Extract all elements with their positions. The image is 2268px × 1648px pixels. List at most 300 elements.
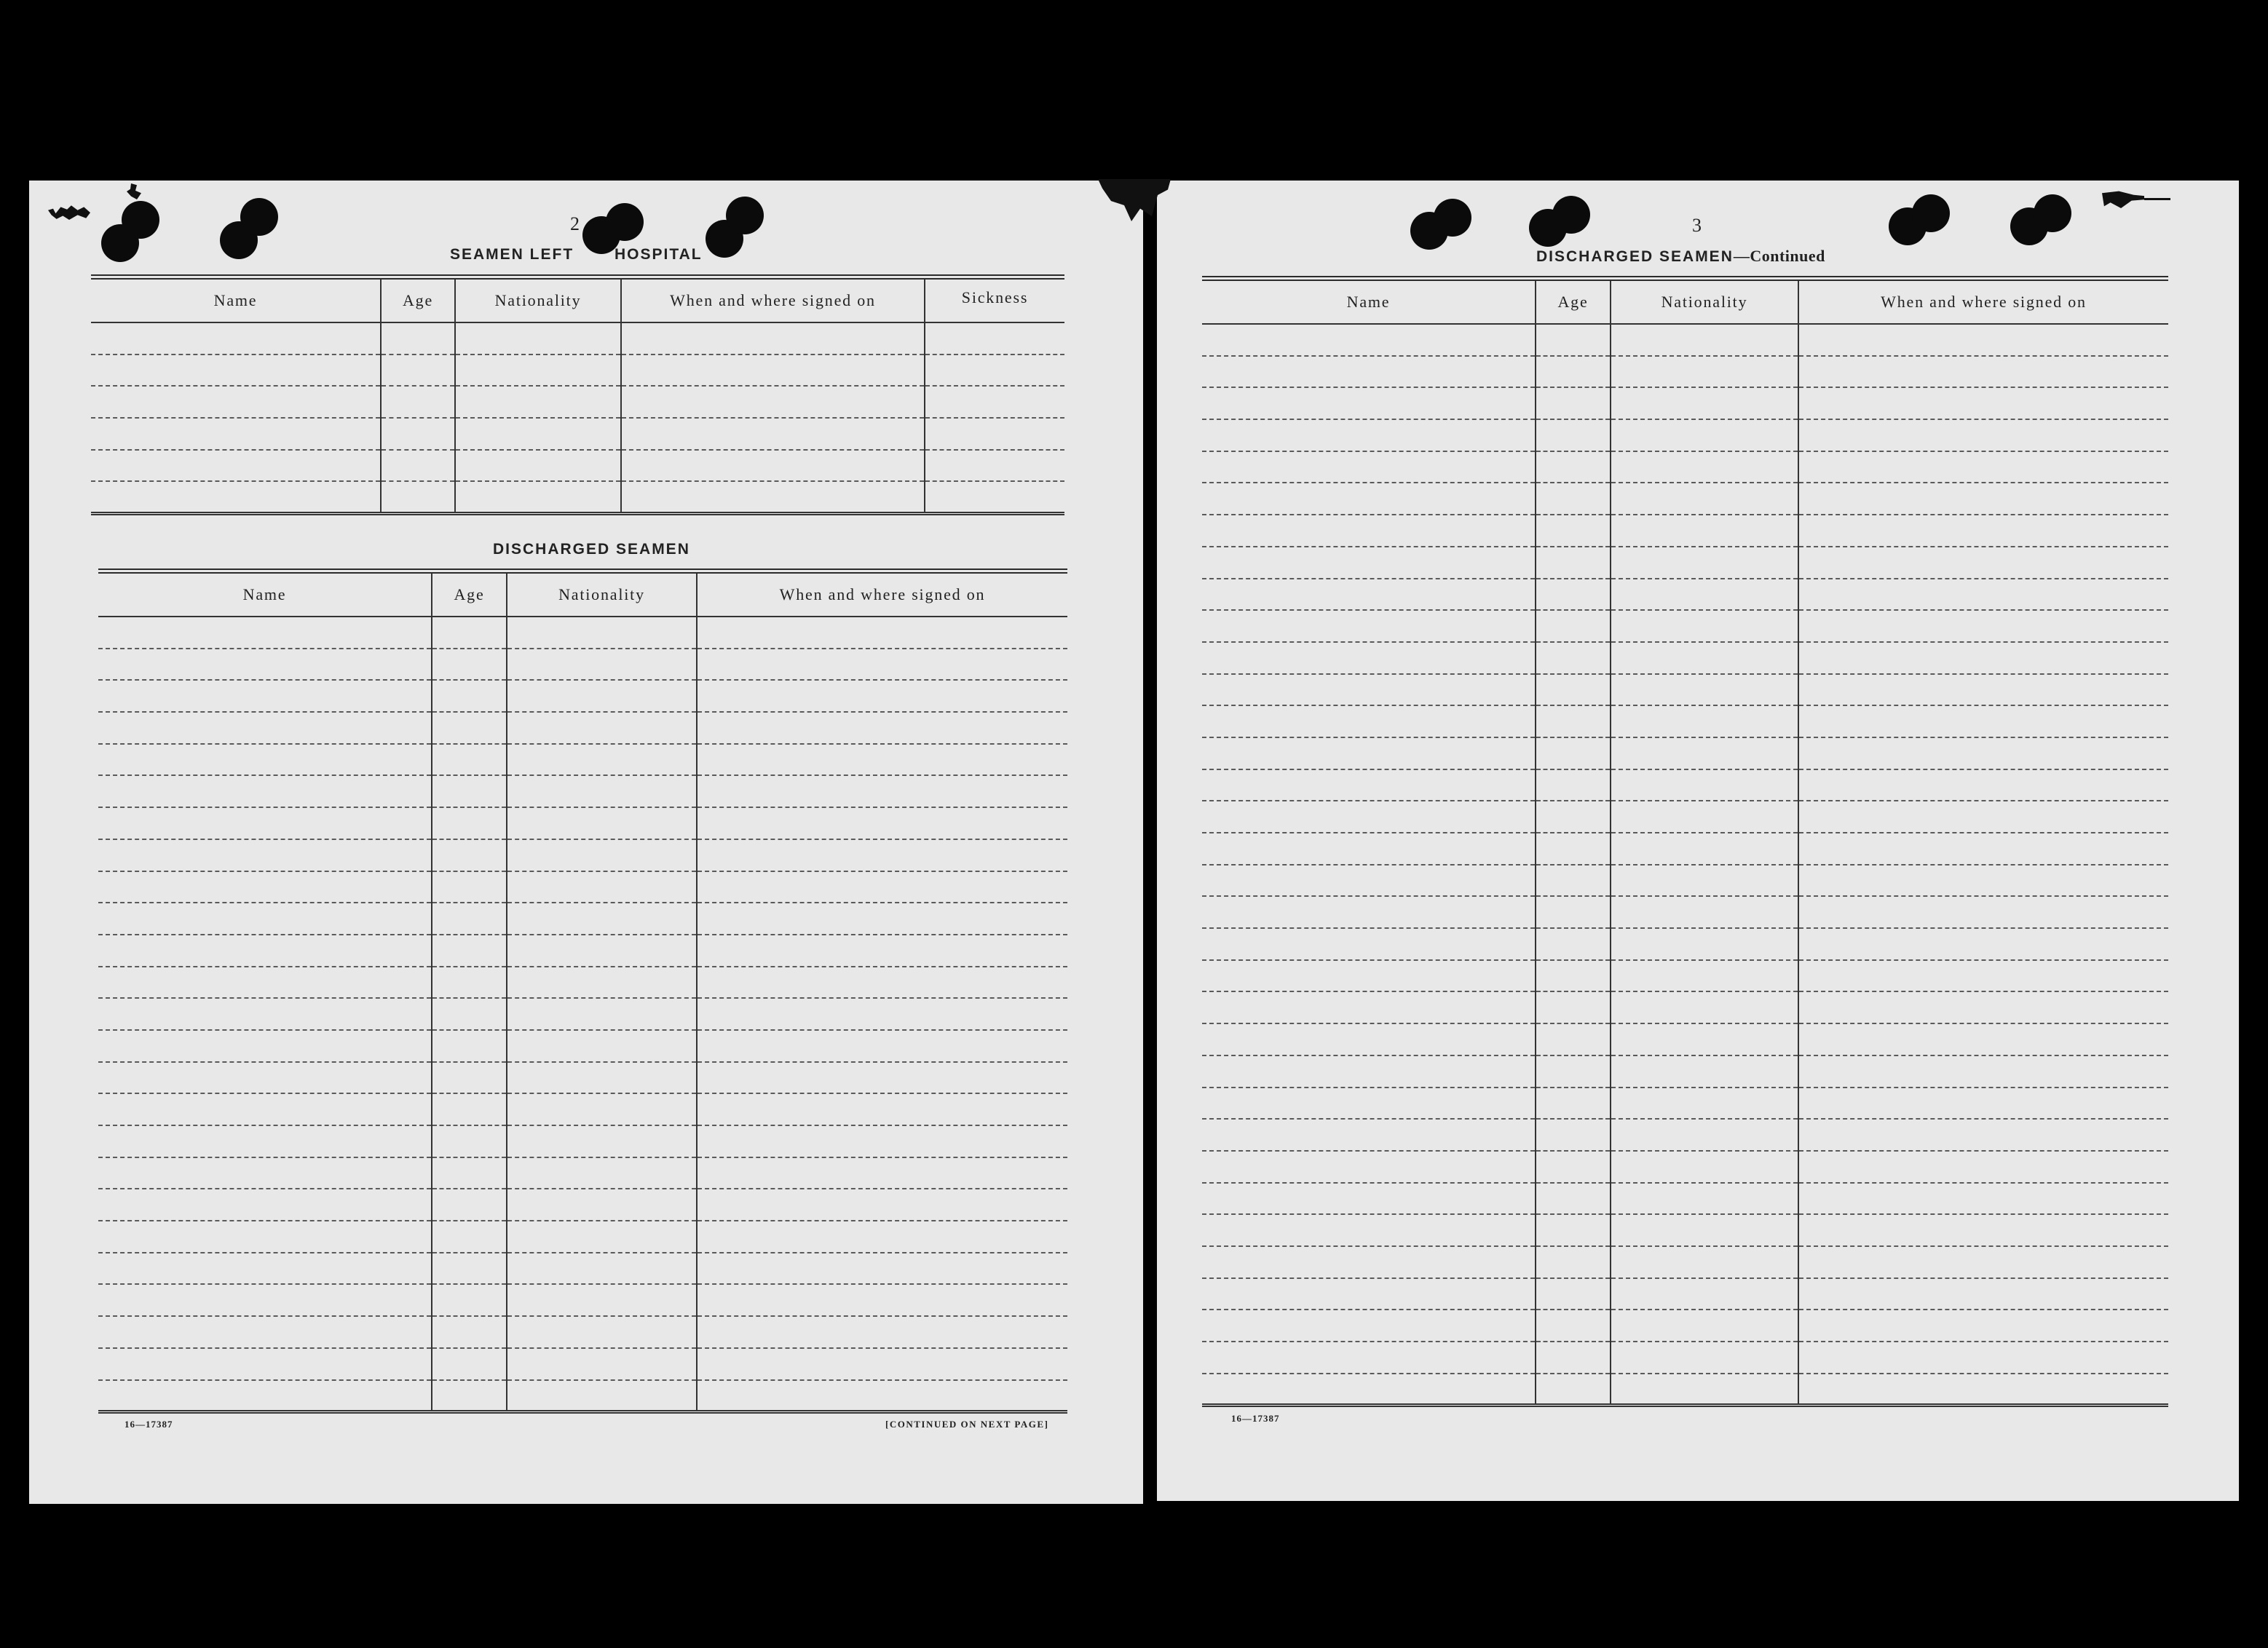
blank-entry-cell (1798, 1055, 2168, 1088)
blank-entry-cell (1536, 356, 1611, 388)
blank-entry-cell (1611, 1119, 1798, 1151)
blank-entry-cell (432, 617, 507, 649)
blank-entry-cell (1202, 960, 1536, 992)
blank-entry-cell (697, 1284, 1067, 1316)
blank-entry-cell (432, 1093, 507, 1125)
column-header-signed-on: When and where signed on (1798, 279, 2168, 325)
blank-entry-cell (98, 1062, 432, 1094)
blank-entry-cell (1202, 928, 1536, 960)
blank-entry-cell (98, 1284, 432, 1316)
blank-entry-cell (432, 1062, 507, 1094)
blank-entry-cell (1536, 737, 1611, 769)
form-number: 16—17387 (125, 1419, 173, 1430)
blank-entry-cell (1798, 705, 2168, 737)
blank-entry-cell (697, 807, 1067, 839)
table-body (91, 322, 1064, 513)
blank-entry-cell (432, 1221, 507, 1253)
blank-entry-cell (1798, 419, 2168, 451)
blank-entry-cell (507, 1284, 697, 1316)
blank-entry-cell (1798, 324, 2168, 356)
blank-entry-cell (98, 1380, 432, 1412)
blank-entry-cell (432, 744, 507, 776)
blank-entry-cell (1202, 1088, 1536, 1120)
blank-entry-cell (1798, 801, 2168, 833)
blank-entry-cell (432, 935, 507, 967)
blank-entry-cell (1611, 610, 1798, 642)
blank-entry-cell (507, 903, 697, 935)
blank-entry-cell (432, 1030, 507, 1062)
blank-entry-cell (98, 967, 432, 999)
blank-entry-cell (455, 354, 621, 387)
blank-entry-cell (507, 1030, 697, 1062)
table-row (98, 839, 1067, 871)
blank-entry-cell (1611, 865, 1798, 897)
blank-entry-cell (98, 935, 432, 967)
blank-entry-cell (1611, 833, 1798, 865)
blank-entry-cell (432, 871, 507, 903)
blank-entry-cell (1798, 579, 2168, 611)
blank-entry-cell (507, 1125, 697, 1157)
blank-entry-cell (1611, 1151, 1798, 1183)
blank-entry-cell (507, 1348, 697, 1380)
blank-entry-cell (432, 1348, 507, 1380)
blank-entry-cell (1202, 674, 1536, 706)
blank-entry-cell (1202, 1214, 1536, 1246)
column-header-sickness: Sickness (925, 277, 1064, 323)
blank-entry-cell (1611, 547, 1798, 579)
blank-entry-cell (1798, 928, 2168, 960)
blank-entry-cell (98, 712, 432, 744)
table-row (1202, 387, 2168, 419)
blank-entry-cell (432, 807, 507, 839)
blank-entry-cell (1536, 579, 1611, 611)
blank-entry-cell (455, 322, 621, 354)
table-row (1202, 991, 2168, 1023)
blank-entry-cell (1798, 1023, 2168, 1055)
blank-entry-cell (1202, 1151, 1536, 1183)
blank-entry-cell (1611, 1278, 1798, 1310)
blank-entry-cell (1798, 387, 2168, 419)
blank-entry-cell (381, 386, 455, 418)
blank-entry-cell (1536, 419, 1611, 451)
blank-entry-cell (98, 1221, 432, 1253)
blank-entry-cell (1798, 896, 2168, 928)
blank-entry-cell (507, 1380, 697, 1412)
table-row (1202, 960, 2168, 992)
table-row (98, 1093, 1067, 1125)
discharged-section-title: DISCHARGED SEAMEN (493, 541, 690, 558)
table-row (98, 744, 1067, 776)
punch-hole-lobe (1552, 196, 1590, 234)
blank-entry-cell (455, 418, 621, 450)
table-row (1202, 419, 2168, 451)
blank-entry-cell (98, 1189, 432, 1221)
blank-entry-cell (697, 998, 1067, 1030)
blank-entry-cell (1798, 674, 2168, 706)
blank-entry-cell (1536, 1374, 1611, 1406)
blank-entry-cell (1611, 642, 1798, 674)
table-row (1202, 1055, 2168, 1088)
blank-entry-cell (507, 935, 697, 967)
table-row (98, 1030, 1067, 1062)
blank-entry-cell (697, 1316, 1067, 1348)
table-row (1202, 642, 2168, 674)
blank-entry-cell (98, 1093, 432, 1125)
discharged-continued-section-title (1536, 247, 1825, 266)
blank-entry-cell (1611, 1023, 1798, 1055)
blank-entry-cell (381, 354, 455, 387)
blank-entry-cell (98, 775, 432, 807)
paper-damage-mark (2144, 198, 2170, 200)
blank-entry-cell (1798, 356, 2168, 388)
blank-entry-cell (91, 418, 381, 450)
blank-entry-cell (1536, 1151, 1611, 1183)
blank-entry-cell (1202, 483, 1536, 515)
blank-entry-cell (697, 1062, 1067, 1094)
table-row (91, 386, 1064, 418)
blank-entry-cell (98, 649, 432, 681)
table-row (91, 322, 1064, 354)
blank-entry-cell (697, 744, 1067, 776)
blank-entry-cell (98, 680, 432, 712)
blank-entry-cell (1202, 833, 1536, 865)
paper-damage-mark (2102, 189, 2144, 208)
blank-entry-cell (697, 1221, 1067, 1253)
blank-entry-cell (1202, 705, 1536, 737)
blank-entry-cell (1536, 801, 1611, 833)
blank-entry-cell (1611, 960, 1798, 992)
form-number: 16—17387 (1231, 1413, 1280, 1424)
blank-entry-cell (1611, 1214, 1798, 1246)
column-header-age: Age (381, 277, 455, 323)
table-row (91, 418, 1064, 450)
blank-entry-cell (1798, 1278, 2168, 1310)
blank-entry-cell (1202, 1310, 1536, 1342)
blank-entry-cell (1798, 1374, 2168, 1406)
table-row (98, 1253, 1067, 1285)
blank-entry-cell (1611, 1342, 1798, 1374)
blank-entry-cell (1536, 610, 1611, 642)
blank-entry-cell (1611, 356, 1798, 388)
blank-entry-cell (1536, 1214, 1611, 1246)
blank-entry-cell (1536, 1278, 1611, 1310)
blank-entry-cell (621, 418, 925, 450)
blank-entry-cell (1536, 642, 1611, 674)
blank-entry-cell (1536, 896, 1611, 928)
column-header-nationality: Nationality (1611, 279, 1798, 325)
blank-entry-cell (98, 903, 432, 935)
blank-entry-cell (1611, 1310, 1798, 1342)
column-header-signed-on: When and where signed on (697, 571, 1067, 617)
blank-entry-cell (91, 386, 381, 418)
blank-entry-cell (432, 1125, 507, 1157)
blank-entry-cell (697, 680, 1067, 712)
blank-entry-cell (432, 649, 507, 681)
blank-entry-cell (1202, 865, 1536, 897)
blank-entry-cell (1611, 515, 1798, 547)
blank-entry-cell (98, 998, 432, 1030)
table-row (98, 775, 1067, 807)
blank-entry-cell (432, 998, 507, 1030)
column-header-nationality: Nationality (507, 571, 697, 617)
table-row (1202, 1310, 2168, 1342)
blank-entry-cell (1611, 387, 1798, 419)
blank-entry-cell (925, 322, 1064, 354)
blank-entry-cell (1611, 928, 1798, 960)
blank-entry-cell (1202, 451, 1536, 483)
blank-entry-cell (1202, 1374, 1536, 1406)
blank-entry-cell (507, 744, 697, 776)
blank-entry-cell (455, 450, 621, 482)
punch-hole-lobe (726, 197, 764, 234)
punch-hole-lobe (240, 198, 278, 236)
blank-entry-cell (98, 839, 432, 871)
blank-entry-cell (1611, 1055, 1798, 1088)
blank-entry-cell (1611, 579, 1798, 611)
column-header-name: Name (91, 277, 381, 323)
blank-entry-cell (925, 450, 1064, 482)
table-row (98, 1125, 1067, 1157)
blank-entry-cell (1536, 833, 1611, 865)
blank-entry-cell (1798, 960, 2168, 992)
blank-entry-cell (1202, 515, 1536, 547)
table-row (98, 903, 1067, 935)
blank-entry-cell (925, 386, 1064, 418)
blank-entry-cell (1536, 1342, 1611, 1374)
blank-entry-cell (1611, 896, 1798, 928)
table-row (1202, 547, 2168, 579)
blank-entry-cell (1798, 451, 2168, 483)
blank-entry-cell (507, 871, 697, 903)
blank-entry-cell (697, 617, 1067, 649)
blank-entry-cell (91, 322, 381, 354)
table-header (98, 571, 1067, 617)
blank-entry-cell (507, 1253, 697, 1285)
table-header-row (98, 571, 1067, 617)
table-row (1202, 1119, 2168, 1151)
blank-entry-cell (98, 807, 432, 839)
blank-entry-cell (432, 1253, 507, 1285)
blank-entry-cell (1202, 801, 1536, 833)
blank-entry-cell (1202, 324, 1536, 356)
table-row (1202, 1183, 2168, 1215)
blank-entry-cell (1798, 1246, 2168, 1278)
continuation-note: [CONTINUED ON NEXT PAGE] (885, 1419, 1049, 1430)
blank-entry-cell (432, 1316, 507, 1348)
table-row (91, 354, 1064, 387)
table-row (1202, 356, 2168, 388)
blank-entry-cell (432, 1284, 507, 1316)
blank-entry-cell (1611, 991, 1798, 1023)
blank-entry-cell (91, 450, 381, 482)
blank-entry-cell (98, 744, 432, 776)
table-row (1202, 579, 2168, 611)
blank-entry-cell (98, 1157, 432, 1189)
blank-entry-cell (1798, 1088, 2168, 1120)
blank-entry-cell (621, 354, 925, 387)
document-page-left (29, 181, 1143, 1504)
blank-entry-cell (1536, 1055, 1611, 1088)
blank-entry-cell (1798, 610, 2168, 642)
blank-entry-cell (432, 712, 507, 744)
blank-entry-cell (432, 1189, 507, 1221)
blank-entry-cell (432, 903, 507, 935)
table-row (1202, 1214, 2168, 1246)
blank-entry-cell (1611, 1088, 1798, 1120)
blank-entry-cell (697, 1125, 1067, 1157)
table-row (98, 617, 1067, 649)
blank-entry-cell (1611, 801, 1798, 833)
blank-entry-cell (98, 1316, 432, 1348)
section-title-main: DISCHARGED SEAMEN (1536, 248, 1734, 265)
column-header-name: Name (1202, 279, 1536, 325)
blank-entry-cell (697, 1093, 1067, 1125)
blank-entry-cell (91, 354, 381, 387)
table-row (1202, 896, 2168, 928)
blank-entry-cell (1798, 642, 2168, 674)
table-row (98, 967, 1067, 999)
table-row (98, 871, 1067, 903)
blank-entry-cell (697, 967, 1067, 999)
blank-entry-cell (1536, 451, 1611, 483)
blank-entry-cell (1536, 1183, 1611, 1215)
seamen-left-in-hospital-table (91, 274, 1064, 515)
blank-entry-cell (697, 1380, 1067, 1412)
blank-entry-cell (1611, 1246, 1798, 1278)
blank-entry-cell (1611, 674, 1798, 706)
page-number: 2 (570, 213, 580, 234)
document-page-right (1157, 181, 2239, 1501)
table-row (98, 1284, 1067, 1316)
table-row (98, 935, 1067, 967)
table-row (1202, 1151, 2168, 1183)
blank-entry-cell (381, 450, 455, 482)
blank-entry-cell (1536, 1023, 1611, 1055)
blank-entry-cell (925, 481, 1064, 513)
blank-entry-cell (1202, 610, 1536, 642)
table-row (1202, 1342, 2168, 1374)
blank-entry-cell (1202, 896, 1536, 928)
blank-entry-cell (621, 322, 925, 354)
blank-entry-cell (1536, 324, 1611, 356)
blank-entry-cell (697, 903, 1067, 935)
blank-entry-cell (1611, 1374, 1798, 1406)
column-header-name: Name (98, 571, 432, 617)
punch-hole-lobe (1912, 194, 1950, 232)
blank-entry-cell (1798, 547, 2168, 579)
blank-entry-cell (1798, 833, 2168, 865)
blank-entry-cell (98, 871, 432, 903)
blank-entry-cell (1798, 1151, 2168, 1183)
blank-entry-cell (432, 775, 507, 807)
table-row (1202, 1246, 2168, 1278)
blank-entry-cell (507, 649, 697, 681)
blank-entry-cell (1798, 1119, 2168, 1151)
table-row (98, 712, 1067, 744)
table-row (1202, 833, 2168, 865)
table-row (1202, 324, 2168, 356)
blank-entry-cell (98, 1125, 432, 1157)
table-row (1202, 1374, 2168, 1406)
table-row (98, 807, 1067, 839)
blank-entry-cell (98, 1253, 432, 1285)
blank-entry-cell (98, 617, 432, 649)
blank-entry-cell (1611, 769, 1798, 801)
blank-entry-cell (1798, 991, 2168, 1023)
blank-entry-cell (697, 1030, 1067, 1062)
blank-entry-cell (1202, 579, 1536, 611)
table-row (1202, 451, 2168, 483)
blank-entry-cell (432, 1380, 507, 1412)
blank-entry-cell (1536, 515, 1611, 547)
blank-entry-cell (1798, 1183, 2168, 1215)
table-row (91, 450, 1064, 482)
blank-entry-cell (507, 807, 697, 839)
table-row (98, 1189, 1067, 1221)
blank-entry-cell (697, 1189, 1067, 1221)
blank-entry-cell (697, 871, 1067, 903)
blank-entry-cell (1202, 419, 1536, 451)
paper-damage-mark (48, 204, 90, 220)
blank-entry-cell (1798, 1310, 2168, 1342)
blank-entry-cell (925, 418, 1064, 450)
table-header (91, 277, 1064, 323)
table-body (1202, 324, 2168, 1405)
blank-entry-cell (507, 1221, 697, 1253)
blank-entry-cell (507, 1093, 697, 1125)
blank-entry-cell (1536, 769, 1611, 801)
blank-entry-cell (1536, 1246, 1611, 1278)
blank-entry-cell (1202, 387, 1536, 419)
blank-entry-cell (1798, 737, 2168, 769)
blank-entry-cell (1536, 387, 1611, 419)
blank-entry-cell (1202, 1055, 1536, 1088)
blank-entry-cell (1202, 1342, 1536, 1374)
punch-hole-lobe (122, 201, 159, 239)
blank-entry-cell (98, 1030, 432, 1062)
discharged-seamen-table (98, 569, 1067, 1414)
table-row (98, 1380, 1067, 1412)
blank-entry-cell (507, 1316, 697, 1348)
table-row (1202, 705, 2168, 737)
table-header-row (91, 277, 1064, 323)
table-row (1202, 483, 2168, 515)
table-row (1202, 865, 2168, 897)
blank-entry-cell (432, 680, 507, 712)
blank-entry-cell (1536, 483, 1611, 515)
blank-entry-cell (455, 386, 621, 418)
blank-entry-cell (381, 322, 455, 354)
blank-entry-cell (1536, 991, 1611, 1023)
blank-entry-cell (697, 775, 1067, 807)
blank-entry-cell (1536, 1088, 1611, 1120)
column-header-age: Age (432, 571, 507, 617)
table-row (98, 1221, 1067, 1253)
blank-entry-cell (1611, 451, 1798, 483)
table-row (1202, 1023, 2168, 1055)
blank-entry-cell (1536, 928, 1611, 960)
blank-entry-cell (1798, 483, 2168, 515)
table-row (98, 1062, 1067, 1094)
blank-entry-cell (507, 1157, 697, 1189)
blank-entry-cell (1202, 737, 1536, 769)
table-row (98, 1348, 1067, 1380)
blank-entry-cell (1798, 515, 2168, 547)
table-row (1202, 737, 2168, 769)
blank-entry-cell (1611, 705, 1798, 737)
table-row (1202, 610, 2168, 642)
table-row (98, 649, 1067, 681)
